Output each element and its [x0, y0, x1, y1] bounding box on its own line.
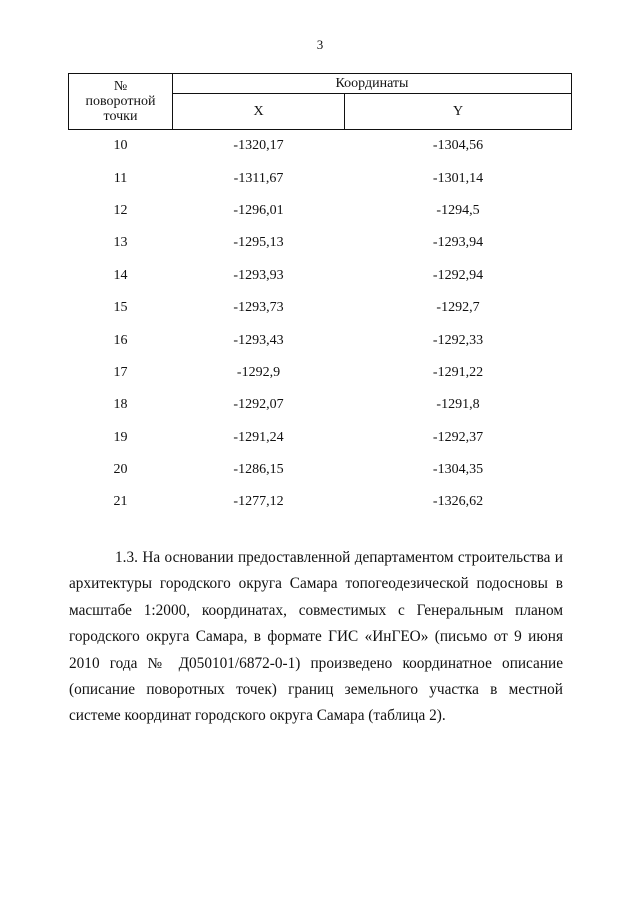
- point-number-cell: 17: [113, 364, 128, 380]
- point-number-cell: 13: [113, 235, 128, 251]
- y-cell: -1292,94: [432, 267, 484, 283]
- y-cell: -1292,33: [432, 332, 484, 348]
- table-header-row: [69, 74, 572, 94]
- table-row: [69, 389, 572, 421]
- x-cell: -1296,01: [233, 202, 284, 218]
- x-cell: -1291,24: [233, 429, 284, 445]
- y-cell: -1304,56: [432, 138, 484, 154]
- coordinates-header: Координаты: [173, 74, 572, 94]
- y-cell: -1294,5: [436, 202, 480, 218]
- x-cell: -1293,73: [233, 300, 284, 316]
- table-row: [69, 454, 572, 486]
- table-row: [69, 195, 572, 227]
- table-row: [69, 486, 572, 518]
- point-number-cell: 20: [113, 462, 128, 478]
- point-number-cell: 11: [113, 170, 128, 186]
- y-cell: -1293,94: [432, 235, 484, 251]
- y-header: Y: [345, 94, 572, 130]
- x-cell: -1320,17: [233, 138, 284, 154]
- x-header: X: [173, 94, 345, 130]
- x-cell: -1292,9: [236, 364, 281, 380]
- point-number-cell: 21: [113, 494, 128, 510]
- point-number-header: [69, 74, 173, 130]
- page-number: 3: [316, 37, 324, 52]
- table-row: [69, 227, 572, 259]
- y-cell: -1292,7: [436, 300, 480, 316]
- table-row: [69, 357, 572, 389]
- point-number-cell: 14: [113, 267, 128, 283]
- table-body: [69, 130, 572, 519]
- point-number-cell: 18: [113, 397, 128, 413]
- x-cell: -1292,07: [233, 397, 284, 413]
- table-row: [69, 260, 572, 292]
- body-paragraph: 1.3. На основании предоставленной департаментом строительства и архитектуры городского округа Самара топогеодезической подосновы в масштабе 1:2000, координатах, совместимых с Генеральным планом городского округа Самара, в формате ГИС «ИнГЕО» (письмо от 9 июня 2010 года № Д050101/6872-0-1) произведено координатное описание (описание поворотных точек) границ земельного участка в местной системе координат городского округа Самара (таблица 2).: [69, 549, 563, 725]
- x-cell: -1311,67: [233, 170, 284, 186]
- point-number-cell: 16: [113, 332, 128, 348]
- table-row: [69, 324, 572, 356]
- x-cell: -1295,13: [233, 235, 284, 251]
- x-cell: -1277,12: [233, 494, 284, 510]
- y-cell: -1292,37: [432, 429, 484, 445]
- table-row: [69, 292, 572, 324]
- y-cell: -1301,14: [432, 170, 484, 186]
- y-cell: -1326,62: [432, 494, 484, 510]
- x-cell: -1293,43: [233, 332, 284, 348]
- table-row: [69, 422, 572, 454]
- x-cell: -1293,93: [233, 267, 284, 283]
- point-number-cell: 19: [113, 429, 128, 445]
- point-number-cell: 15: [113, 300, 128, 316]
- x-cell: -1286,15: [233, 462, 284, 478]
- y-cell: -1291,8: [436, 397, 480, 413]
- y-cell: -1304,35: [432, 462, 484, 478]
- coordinates-table: [68, 73, 572, 519]
- point-number-header-label: № поворотной точки: [85, 79, 156, 124]
- point-number-cell: 12: [113, 202, 128, 218]
- y-cell: -1291,22: [432, 364, 484, 380]
- point-number-cell: 10: [113, 138, 128, 154]
- table-row: [69, 162, 572, 194]
- table-row: [69, 130, 572, 163]
